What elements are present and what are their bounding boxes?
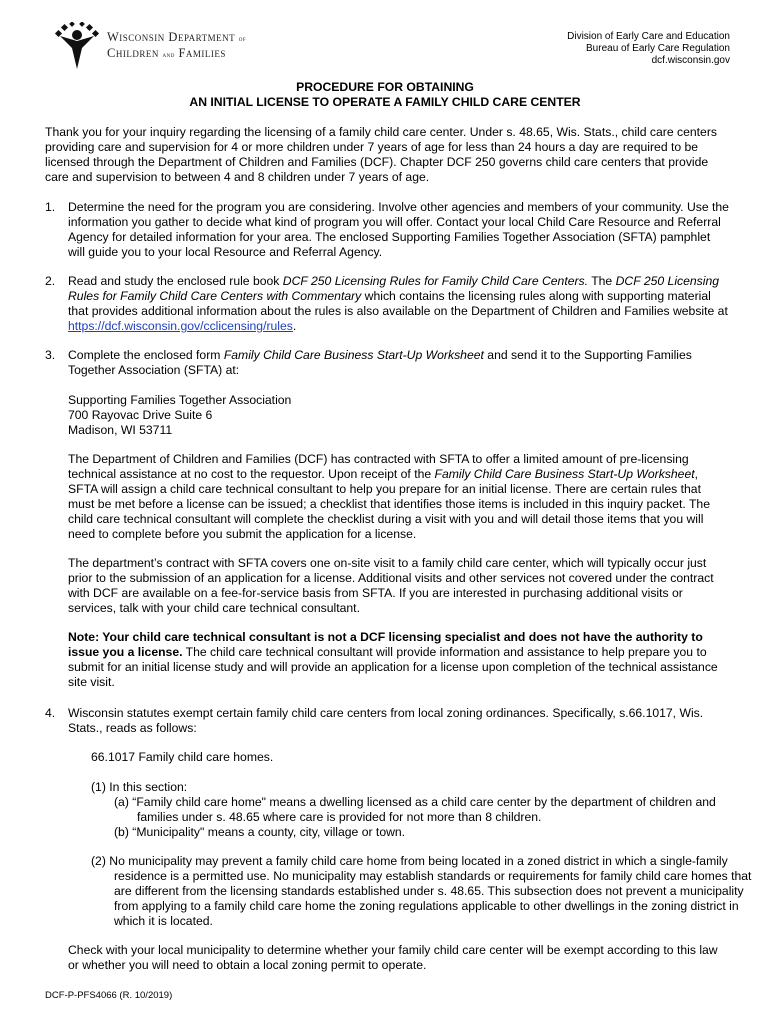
form-number: DCF-P-PFS4066 (R. 10/2019) — [45, 990, 173, 1001]
division-name: Division of Early Care and Education — [567, 31, 730, 42]
step-2-number: 2. — [45, 274, 56, 288]
intro-paragraph: Thank you for your inquiry regarding the licensing of a family child care center. Under s. 48.65, Wis. Stats., child care centers providing care and supervision for 4 or more children under 7 years of age for less than 24 hours a day are required to be licensed through the Department of Children and Families (DCF). Chapter DCF 250 governs child care centers that provide care and supervision to between 4 and 8 children under 7 years of age. — [45, 125, 717, 184]
step-3-contract-paragraph: The department’s contract with SFTA covers one on-site visit to a family child care center, which will typically occur just prior to the submission of an application for a license. Additional visits and other services not covered under the contract with DCF are available on a fee-for-service basis from SFTA. If you are interested in purchasing additional visits or services, talk with your child care technical consultant. — [68, 556, 714, 615]
sfta-address: Supporting Families Together Association 700 Rayovac Drive Suite 6 Madison, WI 53711 — [68, 393, 292, 437]
statute-title: 66.1017 Family child care homes. — [91, 750, 274, 764]
agency-address-block — [567, 31, 730, 67]
logo-line-2: Children and Families — [107, 46, 226, 60]
step-3-text: Complete the enclosed form Family Child Care Business Start-Up Worksheet and send it to the Supporting Families Together Association (SFTA) at: — [68, 348, 692, 377]
dcf-logo — [52, 22, 252, 72]
statute-sub-1a: (a) “Family child care home" means a dwelling licensed as a child care center by the department of children and families under s. 48.65 where care is provided for not more than 8 children. — [114, 795, 716, 824]
step-2-text: Read and study the enclosed rule book DCF 250 Licensing Rules for Family Child Care Centers. The DCF 250 Licensing Rules for Family Child Care Centers with Commentary which contains the licensing rules along with supporting material that provides additional information about the rules is also available on the Department of Children and Families website at https://dcf.wisconsin.gov/cclicensing/rules. — [68, 274, 728, 333]
bureau-name: Bureau of Early Care Regulation — [586, 43, 730, 54]
statute-sub-1b: (b) “Municipality" means a county, city, village or town. — [114, 825, 406, 839]
step-4-number: 4. — [45, 706, 56, 720]
step-4-closing: Check with your local municipality to determine whether your family child care center will be exempt according to this law or whether you will need to obtain a local zoning permit to operate. — [68, 943, 718, 972]
website-text: dcf.wisconsin.gov — [651, 55, 730, 66]
logo-line-1: Wisconsin Department of — [107, 30, 247, 44]
step-3-assistance-paragraph: The Department of Children and Families (DCF) has contracted with SFTA to offer a limited amount of pre-licensing technical assistance at no cost to the requestor. Upon receipt of the Family Child Care Business Start-Up Worksheet, SFTA will assign a child care technical consultant to help you prepare for an initial license. There are certain rules that must be met before a license can be issued; a checklist that identifies those items is included in this inquiry packet. The child care technical consultant will complete the checklist during a visit with you and will detail those items that you will need to complete before you submit the application for a license. — [68, 452, 710, 541]
step-1-text: Determine the need for the program you are considering. Involve other agencies and members of your community. Use the information you gather to decide what kind of program you will offer. Contact your local Child Care Resource and Referral Agency for detailed information for your area. The enclosed Supporting Families Together Association (SFTA) pamphlet will guide you to your local Resource and Referral Agency. — [68, 200, 729, 259]
consultant-note: Note: Your child care technical consultant is not a DCF licensing specialist and does not have the authority to issue you a license. The child care technical consultant will provide information and assistance to help prepare you to submit for an initial license study and will provide an application for a license upon completion of the technical assistance site visit. — [68, 630, 718, 689]
step-1-number: 1. — [45, 200, 56, 214]
step-3-number: 3. — [45, 348, 56, 362]
document-title: PROCEDURE FOR OBTAINING AN INITIAL LICENSE TO OPERATE A FAMILY CHILD CARE CENTER — [189, 80, 581, 109]
statute-sub-2: (2) No municipality may prevent a family child care home from being located in a zoned district in which a single-family residence is a permitted use. No municipality may establish standards or requirements for family child care homes that are different from the licensing standards established under s. 48.65. This subsection does not prevent a municipality from applying to a family child care home the zoning regulations applicable to other dwellings in the zoning district in which it is located. — [91, 854, 752, 928]
step-4-text: Wisconsin statutes exempt certain family child care centers from local zoning ordinances. Specifically, s.66.1017, Wis. Stats., reads as follows: — [68, 706, 704, 735]
statute-sub-1: (1) In this section: — [91, 780, 188, 794]
dcf-logo-emblem-icon — [52, 22, 102, 72]
rules-link[interactable]: https://dcf.wisconsin.gov/cclicensing/rules — [68, 319, 293, 333]
